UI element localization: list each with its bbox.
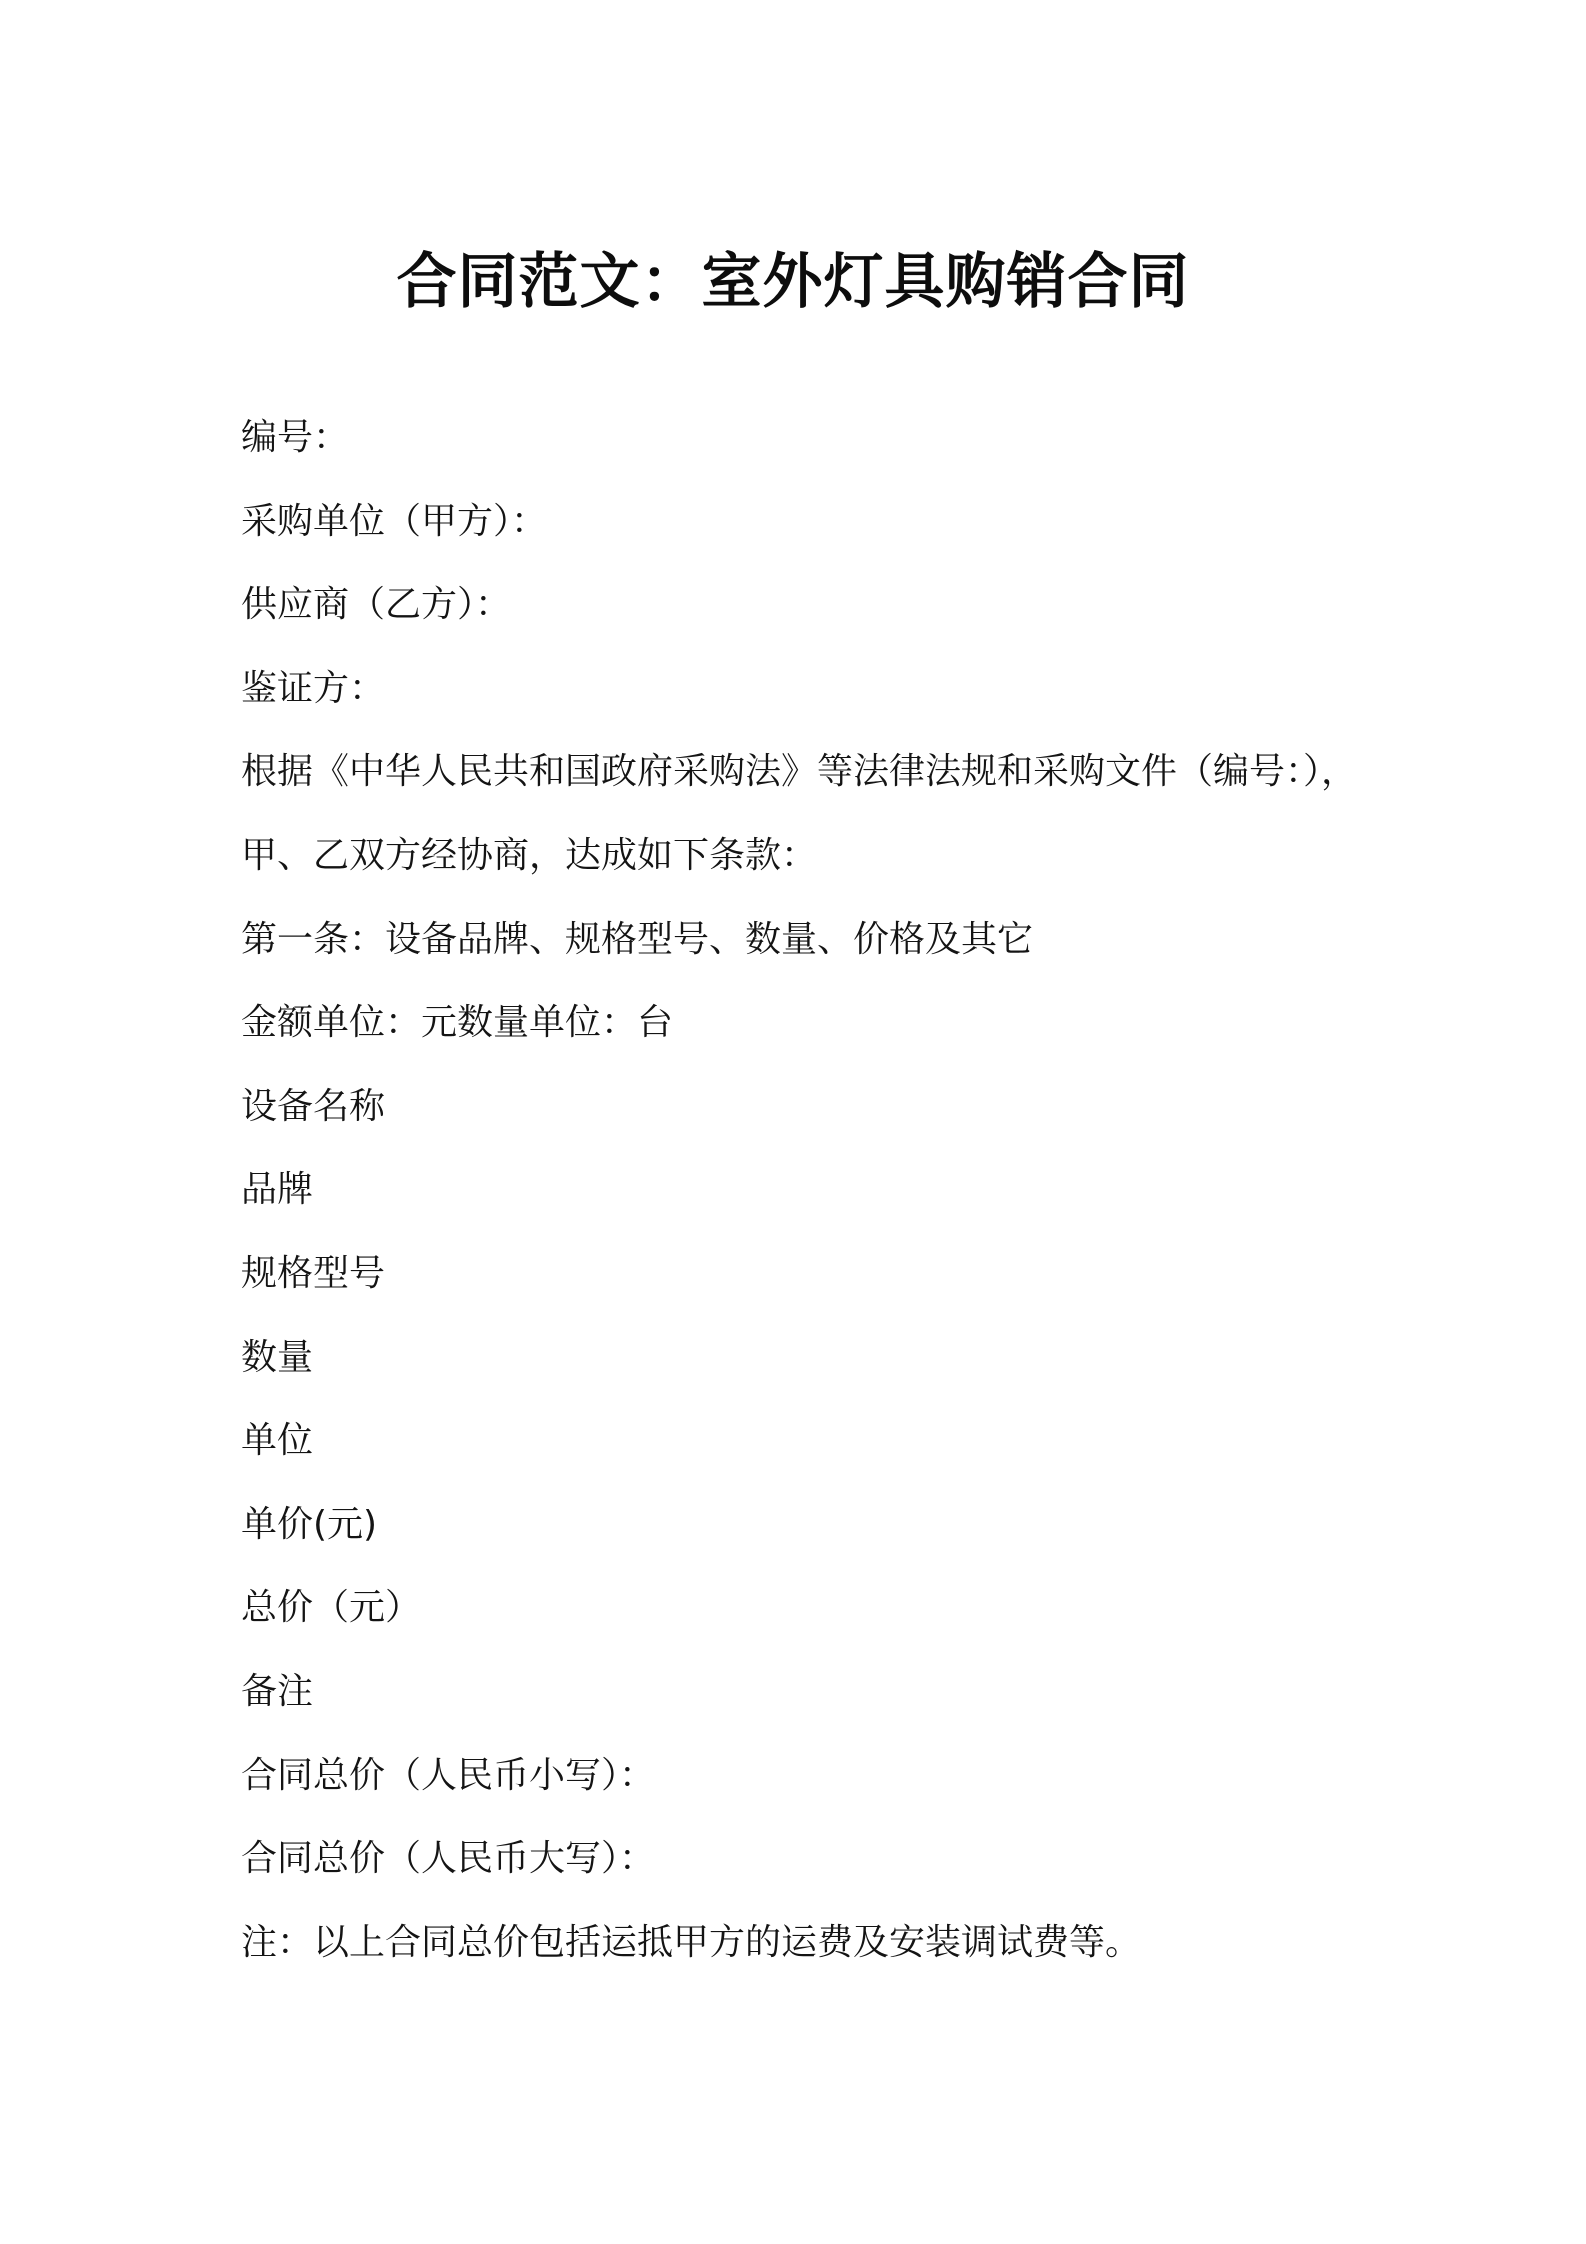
contract-number-line: 编号： <box>241 417 350 458</box>
total-uppercase-line: 合同总价（人民币大写）： <box>241 1838 656 1880</box>
units-line: 金额单位：元数量单位：台 <box>241 1002 674 1044</box>
field-remarks: 备注 <box>241 1670 314 1712</box>
field-quantity: 数量 <box>241 1336 314 1378</box>
price-note-line: 注：以上合同总价包括运抵甲方的运费及安装调试费等。 <box>241 1921 1142 1963</box>
field-total-price: 总价（元） <box>241 1587 422 1629</box>
document-body <box>241 408 1391 1996</box>
field-unit: 单位 <box>241 1420 314 1462</box>
buyer-line: 采购单位（甲方）： <box>241 500 548 542</box>
witness-line: 鉴证方： <box>241 667 386 709</box>
field-equipment-name: 设备名称 <box>241 1085 386 1127</box>
legal-basis-line: 根据《中华人民共和国政府采购法》等法律法规和采购文件（编号：）， <box>241 751 1358 793</box>
supplier-line: 供应商（乙方）： <box>241 584 512 626</box>
agreement-line: 甲、乙双方经协商，达成如下条款： <box>241 834 818 876</box>
article-one-heading: 第一条：设备品牌、规格型号、数量、价格及其它 <box>241 918 1034 960</box>
field-unit-price: 单价(元) <box>241 1503 378 1545</box>
field-model: 规格型号 <box>241 1252 386 1294</box>
field-brand: 品牌 <box>241 1169 314 1211</box>
document-title: 合同范文：室外灯具购销合同 <box>396 247 1190 318</box>
total-lowercase-line: 合同总价（人民币小写）： <box>241 1754 656 1796</box>
